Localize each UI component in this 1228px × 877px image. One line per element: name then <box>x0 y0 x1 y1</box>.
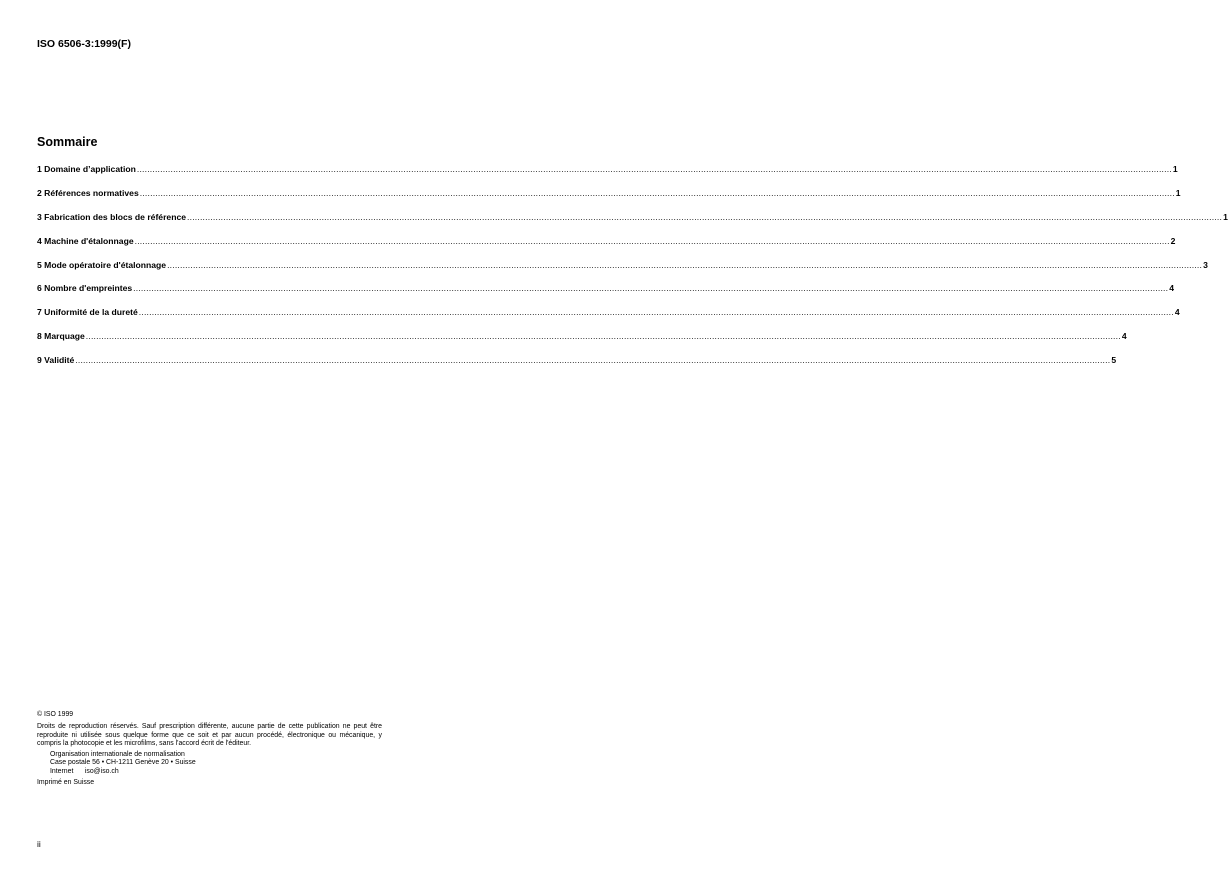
printed-in: Imprimé en Suisse <box>37 779 95 787</box>
toc-leader-dots: ................................................................................................................................................................................................................................................................................................................................................................................................................ <box>85 331 1121 342</box>
internet-contact: Internet iso@iso.ch <box>50 767 119 775</box>
toc-leader-dots: ................................................................................................................................................................................................................................................................................................................................................................................................................ <box>167 259 1203 270</box>
toc-entry-page: 4 <box>1121 331 1127 342</box>
publisher-address <box>37 751 382 776</box>
toc-entry[interactable] <box>37 307 1180 331</box>
toc-leader-dots: ................................................................................................................................................................................................................................................................................................................................................................................................................ <box>133 283 1169 294</box>
toc-entry-label: 3 Fabrication des blocs de référence <box>37 211 187 222</box>
publisher-name: Organisation internationale de normalisation <box>50 751 185 759</box>
toc-entry-page: 4 <box>1174 307 1180 318</box>
toc-entry-label: 7 Uniformité de la dureté <box>37 307 138 318</box>
toc-entry-label: 8 Marquage <box>37 331 85 342</box>
toc-entry[interactable] <box>37 331 1127 355</box>
toc-entry-label: 5 Mode opératoire d'étalonnage <box>37 259 167 270</box>
toc-entry-label: 1 Domaine d’application <box>37 164 136 174</box>
toc-entry[interactable] <box>37 259 1208 284</box>
toc-leader-dots: ................................................................................................................................................................................................................................................................................................................................................................................................................ <box>139 187 1175 198</box>
toc-entry-page: 1 <box>1223 211 1228 222</box>
toc-leader-dots: ................................................................................................................................................................................................................................................................................................................................................................................................................ <box>138 307 1174 318</box>
toc-entry[interactable] <box>37 355 1117 379</box>
toc-entry-label: 2 Références normatives <box>37 187 139 198</box>
toc-entry-page: 4 <box>1169 283 1174 294</box>
toc-entry-page: 3 <box>1203 259 1208 270</box>
toc-entry-page: 2 <box>1170 235 1176 246</box>
copyright-notice <box>37 711 382 787</box>
toc-entry-page: 1 <box>1175 187 1181 198</box>
document-id: ISO 6506-3:1999(F) <box>37 38 131 50</box>
toc-entry-label: 6 Nombre d'empreintes <box>37 283 133 294</box>
copyright-line: © ISO 1999 <box>37 711 74 718</box>
table-of-contents <box>37 164 1228 379</box>
toc-entry[interactable] <box>37 164 1178 188</box>
toc-leader-dots: ................................................................................................................................................................................................................................................................................................................................................................................................................ <box>134 235 1170 246</box>
toc-entry-label: 9 Validité <box>37 355 75 366</box>
toc-entry[interactable] <box>37 211 1228 236</box>
toc-entry-page: 1 <box>1172 164 1178 174</box>
toc-entry-page: 5 <box>1111 355 1117 366</box>
page-number: ii <box>37 839 41 849</box>
toc-leader-dots: ................................................................................................................................................................................................................................................................................................................................................................................................................ <box>75 355 1111 366</box>
toc-entry[interactable] <box>37 187 1181 212</box>
toc-leader-dots: ................................................................................................................................................................................................................................................................................................................................................................................................................ <box>187 211 1223 222</box>
toc-entry-label: 4 Machine d'étalonnage <box>37 235 134 246</box>
rights-statement: Droits de reproduction réservés. Sauf prescription différente, aucune partie de cette publication ne peut être reproduite ni utilisée sous quelque forme que ce soit et par aucun procédé, électronique ou mécanique, y compris la photocopie et les microfilms, sans l'accord écrit de l'éditeur. <box>37 723 382 747</box>
toc-entry[interactable] <box>37 235 1176 260</box>
toc-title: Sommaire <box>37 135 98 149</box>
postal-address: Case postale 56 • CH-1211 Genève 20 • Suisse <box>50 759 196 767</box>
toc-leader-dots: ................................................................................................................................................................................................................................................................................................................................................................................................................ <box>136 164 1172 174</box>
toc-entry[interactable] <box>37 283 1174 307</box>
